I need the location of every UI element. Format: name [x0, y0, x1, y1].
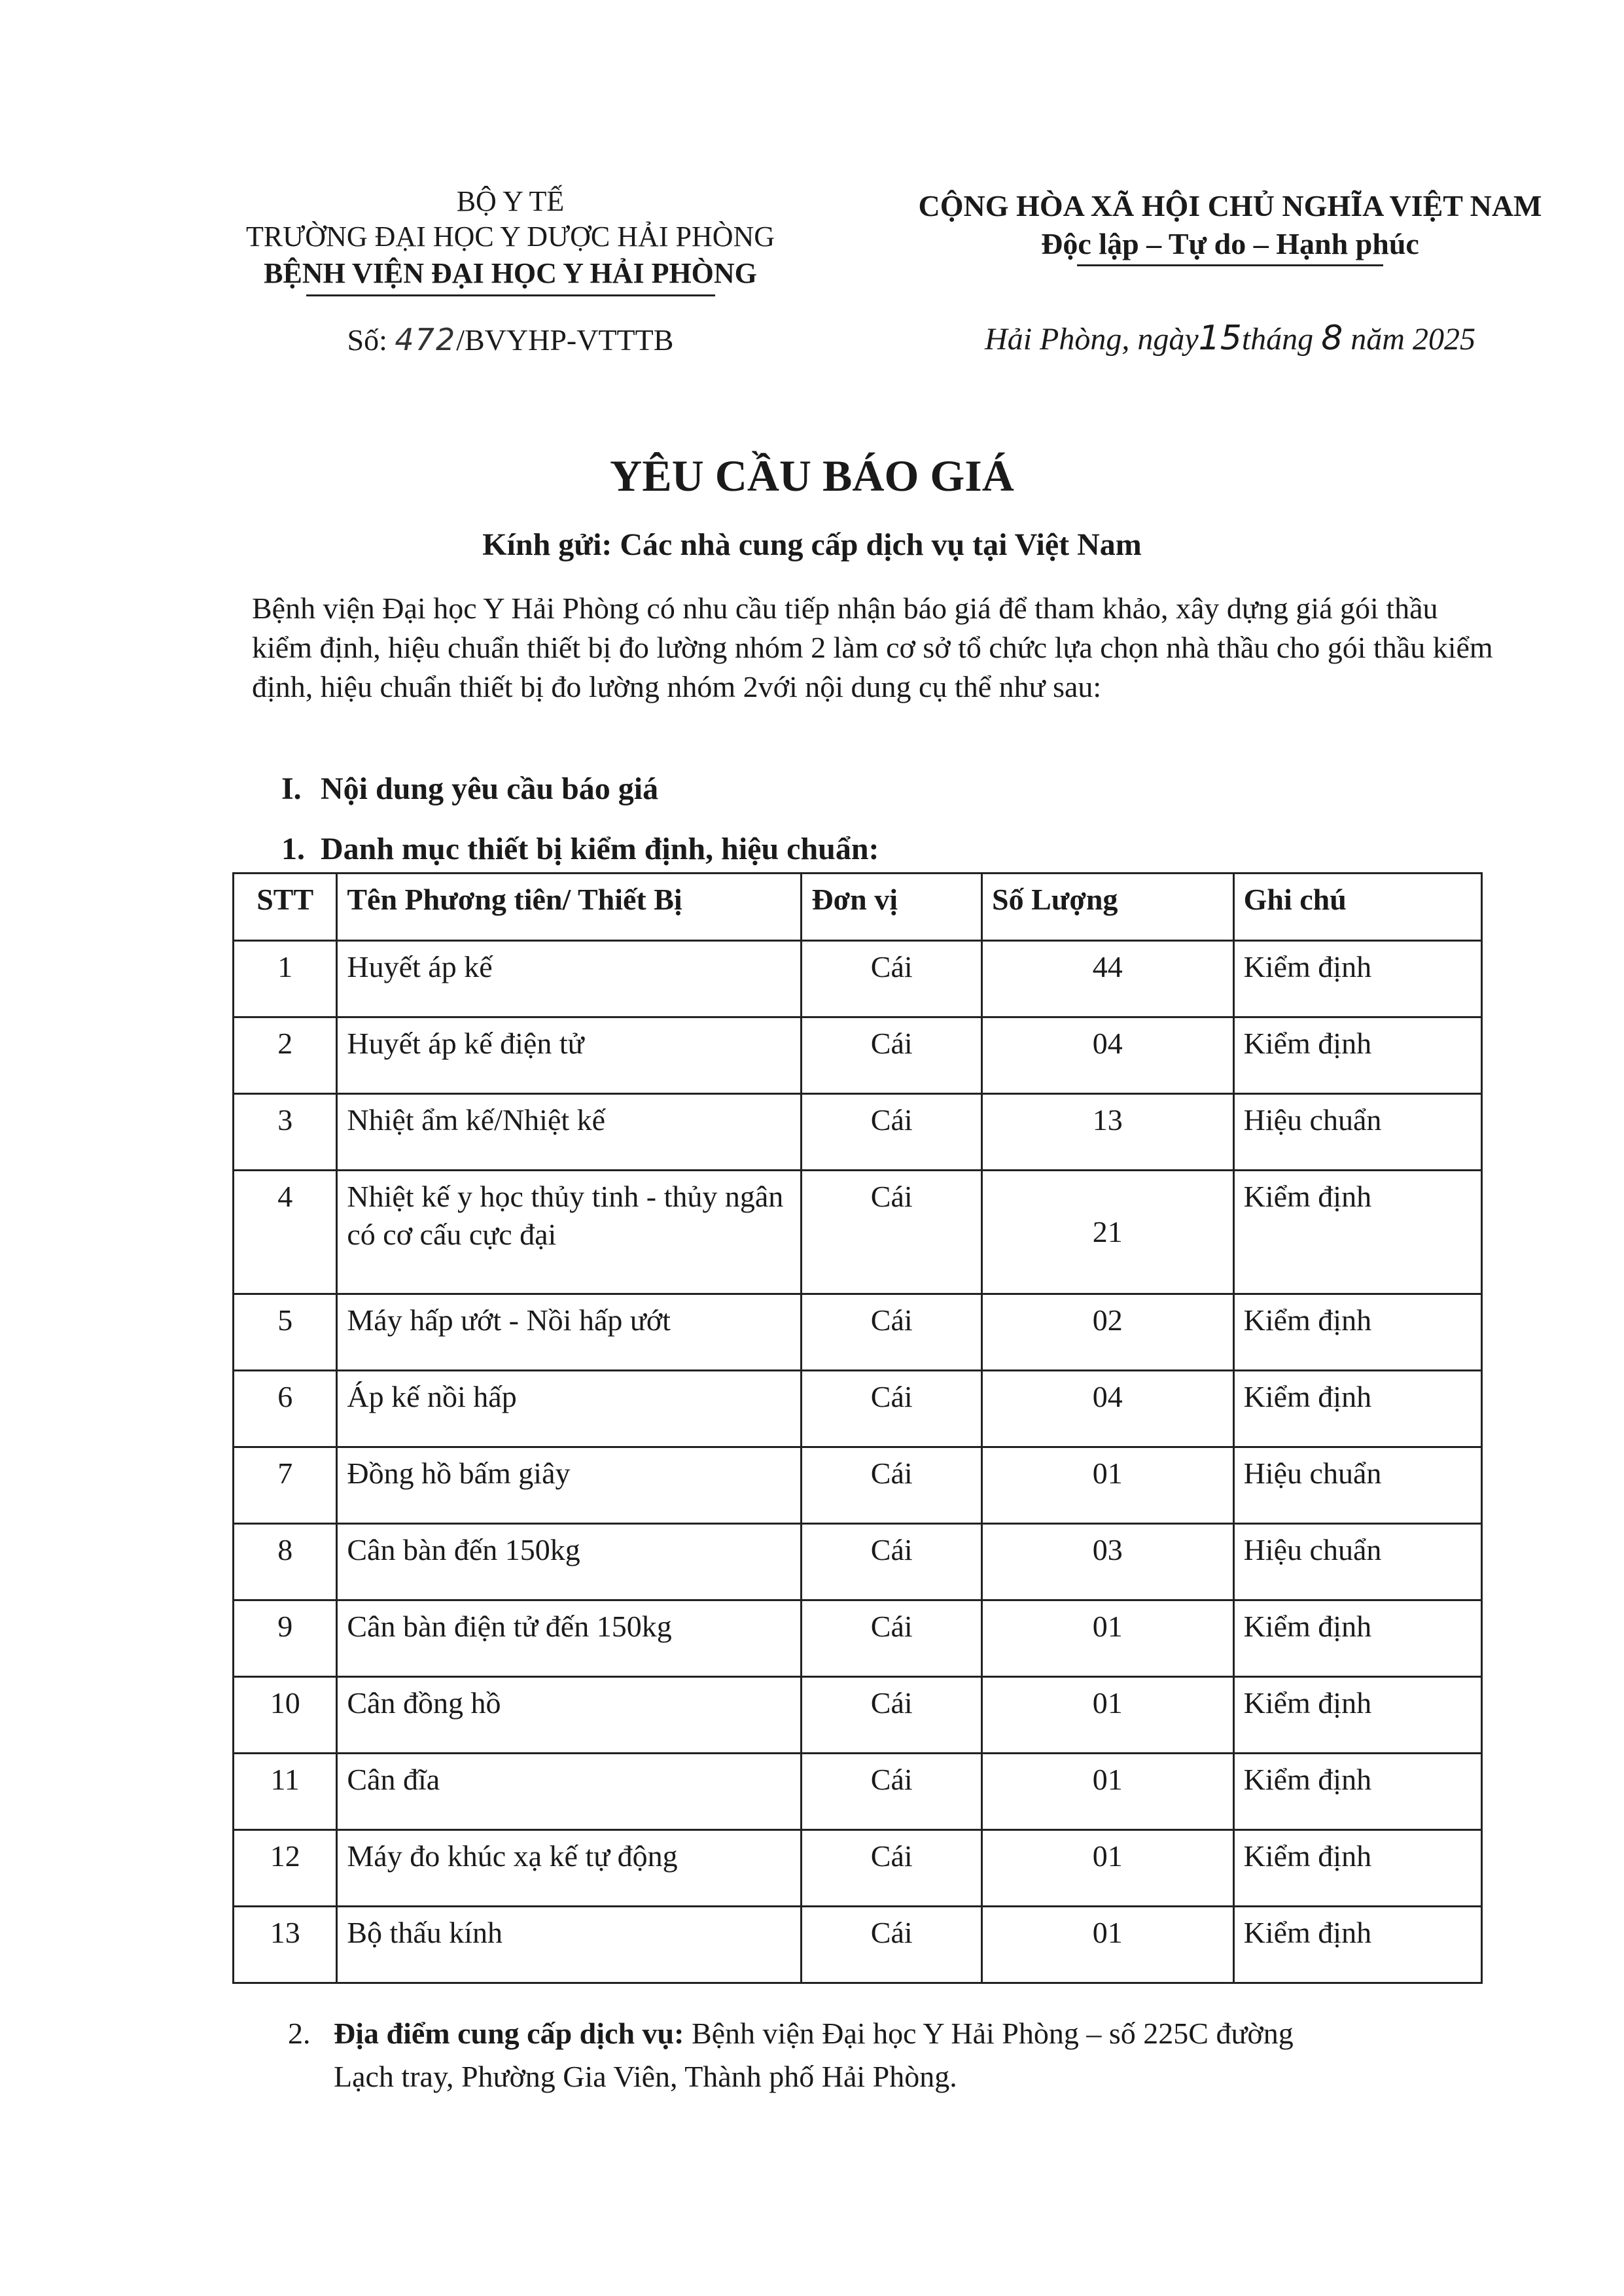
section-2 — [288, 2012, 1498, 2098]
cell-name: Cân đĩa — [337, 1754, 802, 1830]
cell-stt: 4 — [234, 1171, 337, 1294]
table-row — [234, 1294, 1482, 1371]
cell-quantity: 02 — [981, 1294, 1233, 1371]
cell-note: Kiểm định — [1233, 1371, 1481, 1447]
cell-note: Hiệu chuẩn — [1233, 1094, 1481, 1171]
cell-stt: 7 — [234, 1447, 337, 1524]
cell-quantity: 01 — [981, 1447, 1233, 1524]
cell-note: Kiểm định — [1233, 1830, 1481, 1907]
country-name: CỘNG HÒA XÃ HỘI CHỦ NGHĨA VIỆT NAM — [918, 189, 1542, 222]
cell-note: Hiệu chuẩn — [1233, 1524, 1481, 1600]
document-number-suffix: /BVYHP-VTTTB — [456, 323, 674, 357]
national-motto: Độc lập – Tự do – Hạnh phúc — [1041, 227, 1419, 260]
cell-quantity: 03 — [981, 1524, 1233, 1600]
section-1-1-title: Danh mục thiết bị kiểm định, hiệu chuẩn: — [321, 832, 879, 866]
cell-quantity: 01 — [981, 1677, 1233, 1754]
cell-unit: Cái — [802, 1447, 982, 1524]
table-row — [234, 1830, 1482, 1907]
date-place: Hải Phòng, ngày — [985, 322, 1199, 357]
cell-unit: Cái — [802, 1830, 982, 1907]
section-1-1-number: 1. — [281, 832, 305, 866]
issuer-header — [196, 185, 824, 360]
cell-name: Cân đồng hồ — [337, 1677, 802, 1754]
cell-quantity: 01 — [981, 1907, 1233, 1983]
cell-unit: Cái — [802, 1171, 982, 1294]
cell-unit: Cái — [802, 1371, 982, 1447]
header-name: Tên Phương tiên/ Thiết Bị — [337, 874, 802, 941]
cell-unit: Cái — [802, 1600, 982, 1677]
hospital-name: BỆNH VIỆN ĐẠI HỌC Y HẢI PHÒNG — [264, 257, 757, 289]
cell-stt: 11 — [234, 1754, 337, 1830]
table-row — [234, 1094, 1482, 1171]
section-2-number: 2. — [288, 2017, 311, 2050]
cell-note: Kiểm định — [1233, 1171, 1481, 1294]
document-title: YÊU CẦU BÁO GIÁ — [610, 451, 1014, 501]
cell-quantity: 04 — [981, 1017, 1233, 1094]
cell-note: Kiểm định — [1233, 1754, 1481, 1830]
ministry-name: BỘ Y TẾ — [456, 185, 565, 217]
table-row — [234, 1677, 1482, 1754]
cell-note: Kiểm định — [1233, 1294, 1481, 1371]
cell-stt: 12 — [234, 1830, 337, 1907]
cell-quantity: 01 — [981, 1830, 1233, 1907]
national-header — [870, 187, 1590, 359]
cell-stt: 2 — [234, 1017, 337, 1094]
cell-note: Kiểm định — [1233, 1017, 1481, 1094]
cell-stt: 9 — [234, 1600, 337, 1677]
cell-unit: Cái — [802, 1094, 982, 1171]
table-row — [234, 1447, 1482, 1524]
cell-stt: 13 — [234, 1907, 337, 1983]
table-row — [234, 1017, 1482, 1094]
table-row — [234, 941, 1482, 1017]
header-unit: Đơn vị — [802, 874, 982, 941]
table-header-row — [234, 874, 1482, 941]
cell-quantity: 01 — [981, 1754, 1233, 1830]
cell-note: Hiệu chuẩn — [1233, 1447, 1481, 1524]
section-1-title: Nội dung yêu cầu báo giá — [321, 771, 659, 806]
header-stt: STT — [234, 874, 337, 941]
cell-name: Đồng hồ bấm giây — [337, 1447, 802, 1524]
cell-name: Cân bàn điện tử đến 150kg — [337, 1600, 802, 1677]
cell-unit: Cái — [802, 941, 982, 1017]
cell-unit: Cái — [802, 1017, 982, 1094]
cell-name: Nhiệt ẩm kế/Nhiệt kế — [337, 1094, 802, 1171]
cell-unit: Cái — [802, 1907, 982, 1983]
section-1-1-heading — [281, 831, 879, 867]
cell-quantity: 04 — [981, 1371, 1233, 1447]
section-2-text-continued: Lạch tray, Phường Gia Viên, Thành phố Hải Phòng. — [334, 2060, 957, 2093]
document-number-handwritten: 472 — [395, 322, 457, 357]
table-row — [234, 1907, 1482, 1983]
cell-name: Bộ thấu kính — [337, 1907, 802, 1983]
table-row — [234, 1754, 1482, 1830]
table-row — [234, 1171, 1482, 1294]
document-number-prefix: Số: — [347, 323, 387, 357]
date-month-label: tháng — [1241, 322, 1314, 357]
document-number — [196, 320, 824, 360]
cell-stt: 10 — [234, 1677, 337, 1754]
cell-name: Máy đo khúc xạ kế tự động — [337, 1830, 802, 1907]
cell-unit: Cái — [802, 1294, 982, 1371]
intro-paragraph: Bệnh viện Đại học Y Hải Phòng có nhu cầu tiếp nhận báo giá để tham khảo, xây dựng giá gói thầu kiểm định, hiệu chuẩn thiết bị đo lường nhóm 2 làm cơ sở tổ chức lựa chọn nhà thầu cho gói thầu kiểm định, hiệu chuẩn thiết bị đo lường nhóm 2với nội dung cụ thể như sau: — [252, 592, 1493, 703]
cell-name: Huyết áp kế — [337, 941, 802, 1017]
table-row — [234, 1371, 1482, 1447]
cell-note: Kiểm định — [1233, 941, 1481, 1017]
section-1-number: I. — [281, 771, 302, 806]
section-2-label: Địa điểm cung cấp dịch vụ: — [334, 2017, 684, 2050]
document-date — [870, 319, 1590, 359]
table-row — [234, 1600, 1482, 1677]
cell-unit: Cái — [802, 1524, 982, 1600]
motto-underline — [1077, 264, 1383, 266]
cell-unit: Cái — [802, 1677, 982, 1754]
hospital-underline — [306, 294, 715, 296]
header-quantity: Số Lượng — [981, 874, 1233, 941]
salutation: Kính gửi: Các nhà cung cấp dịch vụ tại Việt Nam — [482, 527, 1142, 562]
date-year: năm 2025 — [1350, 322, 1475, 357]
cell-name: Nhiệt kế y học thủy tinh - thủy ngân có cơ cấu cực đại — [337, 1171, 802, 1294]
equipment-table — [232, 872, 1483, 1984]
cell-quantity: 13 — [981, 1094, 1233, 1171]
cell-note: Kiểm định — [1233, 1600, 1481, 1677]
cell-stt: 1 — [234, 941, 337, 1017]
date-day-handwritten: 15 — [1198, 319, 1242, 358]
cell-quantity: 44 — [981, 941, 1233, 1017]
cell-note: Kiểm định — [1233, 1677, 1481, 1754]
section-2-text: Bệnh viện Đại học Y Hải Phòng – số 225C đường — [684, 2017, 1294, 2050]
date-month-handwritten: 8 — [1321, 319, 1343, 358]
cell-stt: 3 — [234, 1094, 337, 1171]
university-name: TRƯỜNG ĐẠI HỌC Y DƯỢC HẢI PHÒNG — [245, 221, 775, 253]
cell-stt: 5 — [234, 1294, 337, 1371]
cell-stt: 8 — [234, 1524, 337, 1600]
section-1-heading — [281, 771, 658, 807]
cell-stt: 6 — [234, 1371, 337, 1447]
cell-note: Kiểm định — [1233, 1907, 1481, 1983]
table-row — [234, 1524, 1482, 1600]
cell-name: Huyết áp kế điện tử — [337, 1017, 802, 1094]
header-note: Ghi chú — [1233, 874, 1481, 941]
cell-name: Máy hấp ướt - Nồi hấp ướt — [337, 1294, 802, 1371]
cell-quantity: 01 — [981, 1600, 1233, 1677]
cell-name: Cân bàn đến 150kg — [337, 1524, 802, 1600]
cell-name: Áp kế nồi hấp — [337, 1371, 802, 1447]
cell-quantity: 21 — [981, 1171, 1233, 1294]
cell-unit: Cái — [802, 1754, 982, 1830]
